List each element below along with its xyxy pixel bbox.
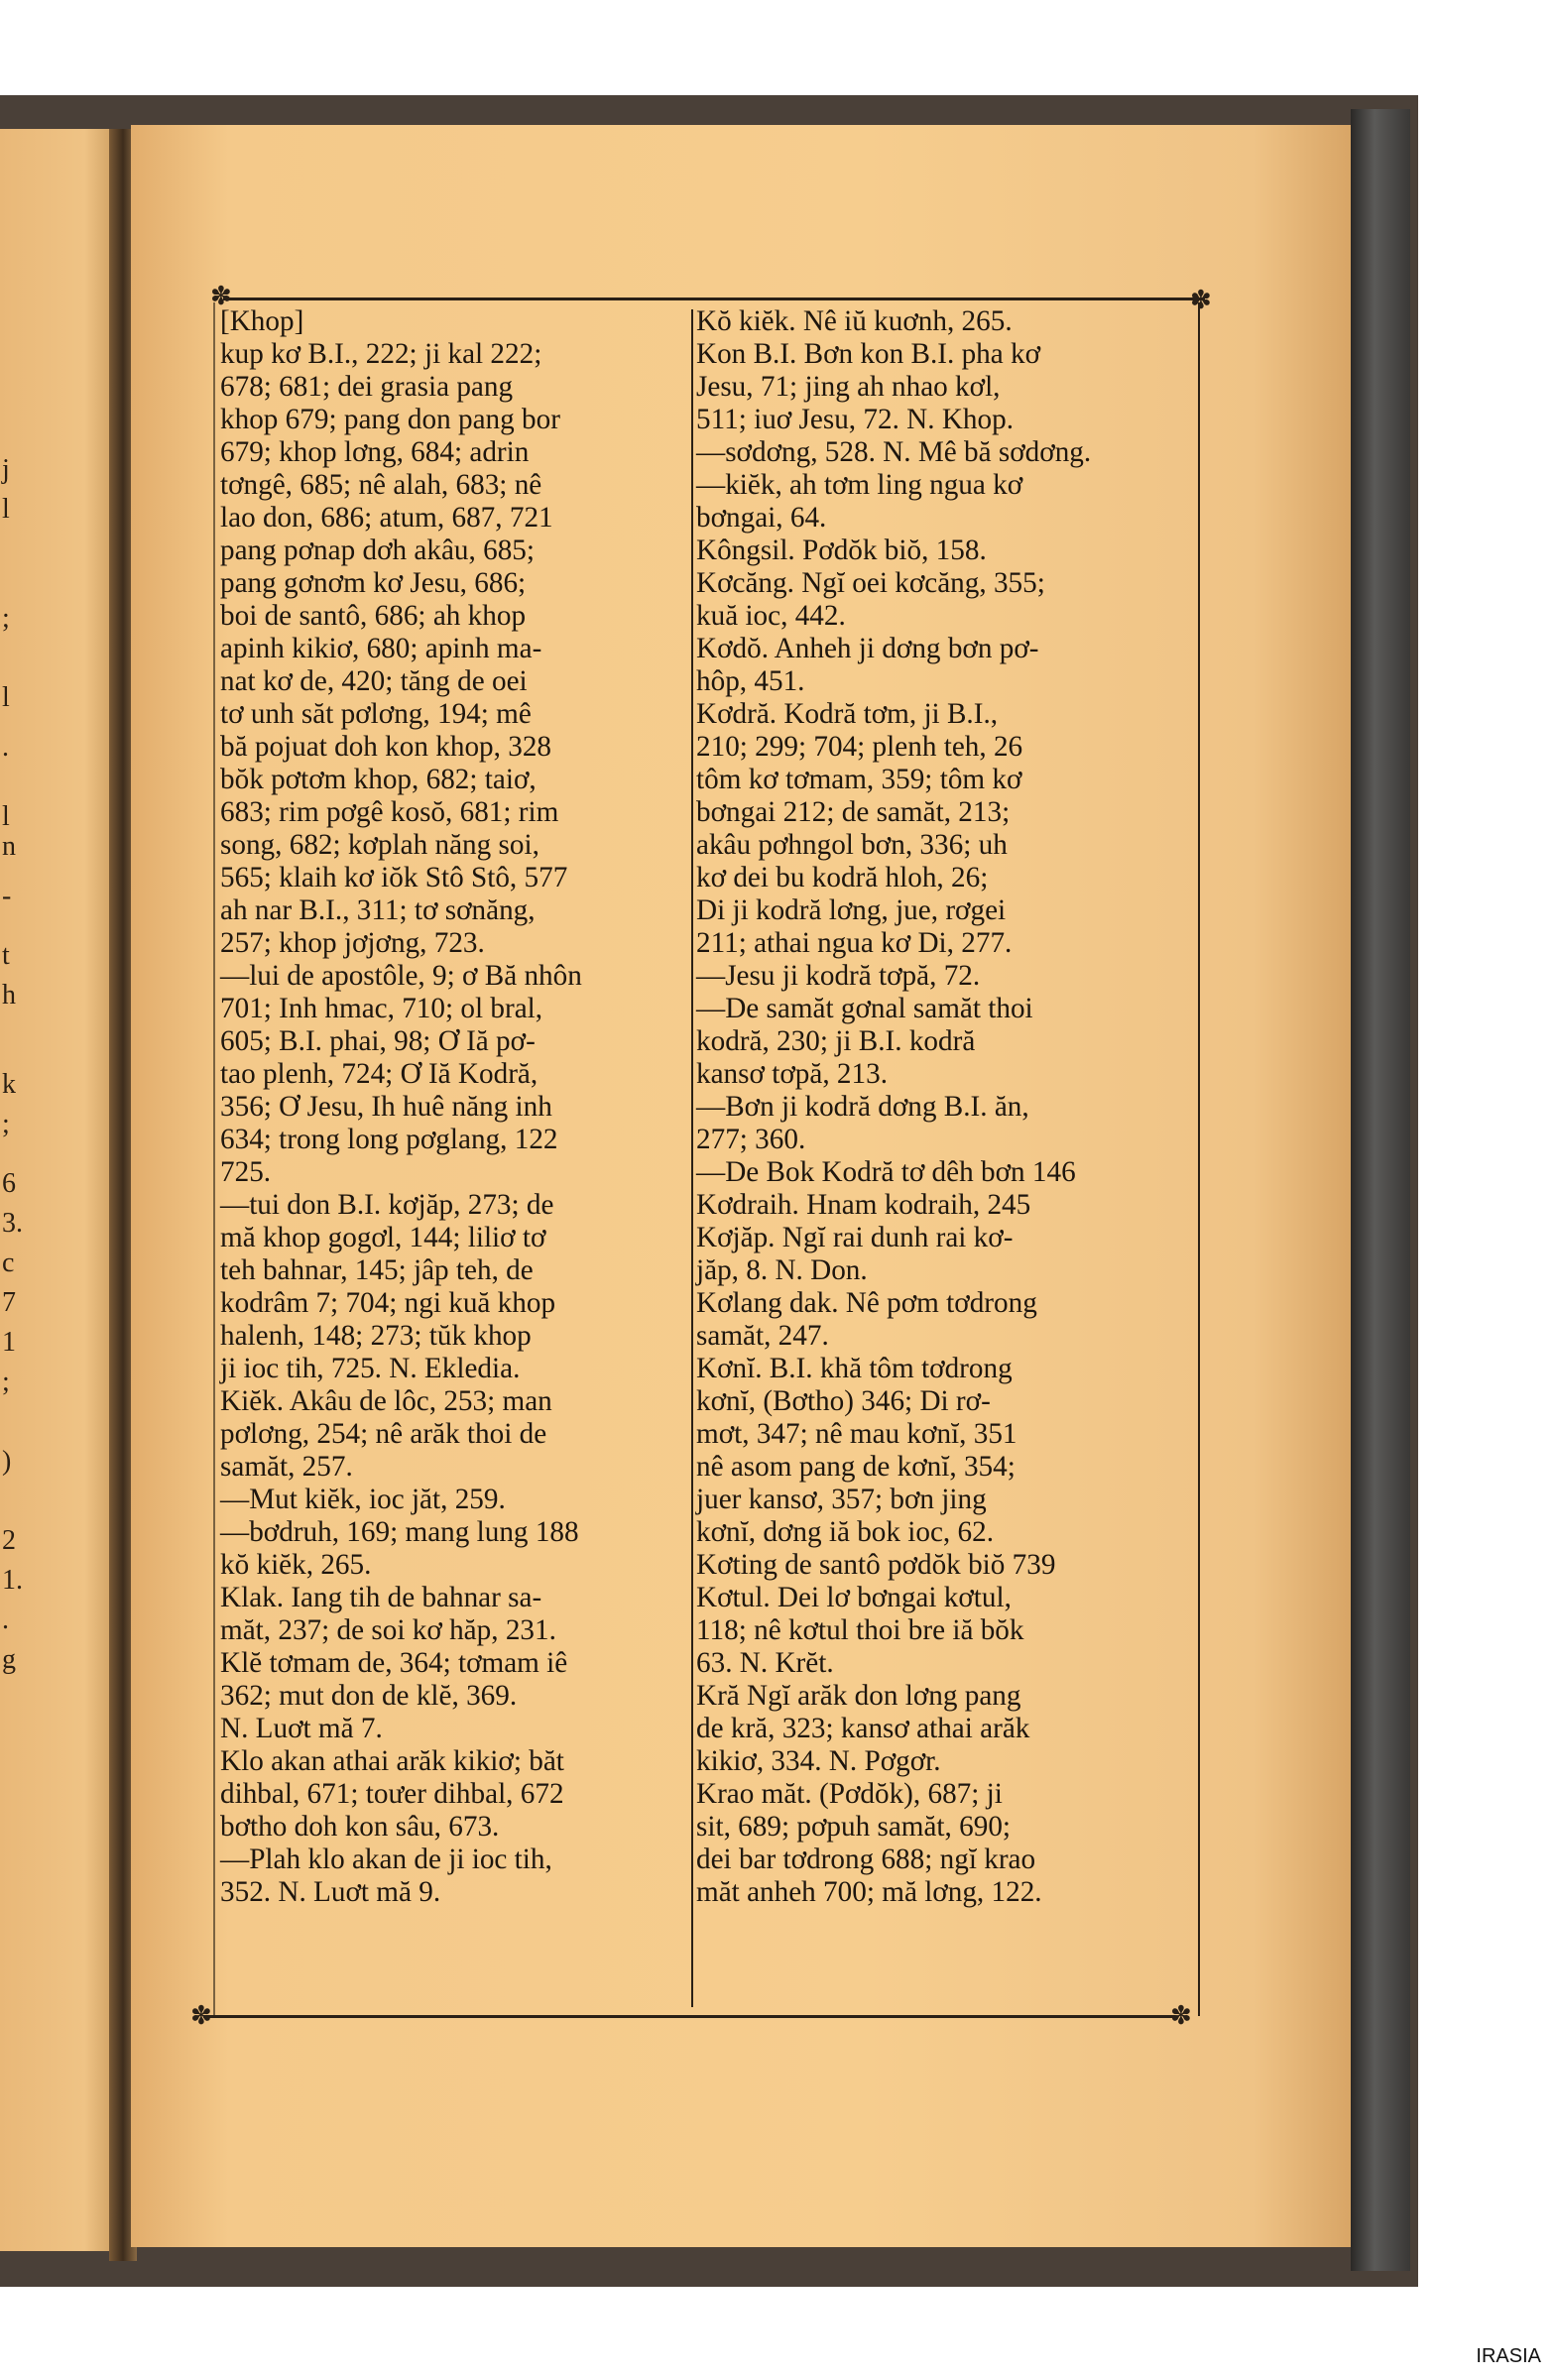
- text-line: 362; mut don de klĕ, 369.: [220, 1680, 518, 1712]
- text-line: lao don, 686; atum, 687, 721: [220, 502, 553, 534]
- left-page-fragment: l: [2, 682, 10, 713]
- text-line: Kiĕk. Akâu de lôc, 253; man: [220, 1385, 552, 1417]
- text-line: tơngê, 685; nê alah, 683; nê: [220, 469, 542, 501]
- text-line: kŏ kiĕk, 265.: [220, 1549, 372, 1581]
- text-line: kansơ tơpă, 213.: [696, 1058, 888, 1090]
- text-line: nat kơ de, 420; tăng de oei: [220, 665, 528, 697]
- left-rule: [213, 302, 215, 2016]
- text-line: ah nar B.I., 311; tơ sơnăng,: [220, 894, 536, 926]
- text-line: Kơdră. Kodră tơm, ji B.I.,: [696, 698, 999, 730]
- left-page: [0, 129, 121, 2251]
- text-line: samăt, 257.: [220, 1451, 353, 1483]
- text-line: kikiơ, 334. N. Pơgơr.: [696, 1745, 941, 1777]
- text-line: pơlơng, 254; nê arăk thoi de: [220, 1418, 547, 1450]
- text-line: ji ioc tih, 725. N. Ekledia.: [220, 1353, 521, 1384]
- text-line: Kŏ kiĕk. Nê iŭ kuơnh, 265.: [696, 305, 1013, 337]
- left-page-fragment: .: [2, 1605, 9, 1635]
- text-line: tao plenh, 724; Ơ Iă Kodră,: [220, 1058, 538, 1090]
- text-line: 63. N. Krĕt.: [696, 1647, 834, 1679]
- text-line: —Mut kiĕk, ioc jăt, 259.: [220, 1484, 506, 1515]
- text-line: —tui don B.I. kơjăp, 273; de: [220, 1189, 554, 1221]
- text-line: mă khop gogơl, 144; liliơ tơ: [220, 1222, 546, 1253]
- left-page-fragment: 6: [2, 1168, 16, 1199]
- text-line: —Plah klo akan de ji ioc tih,: [220, 1844, 552, 1875]
- left-page-fragment: l: [2, 494, 10, 525]
- left-page-fragment: k: [2, 1069, 16, 1100]
- text-line: Jesu, 71; jing ah nhao kơl,: [696, 371, 1001, 403]
- text-line: pang pơnap dơh akâu, 685;: [220, 535, 536, 566]
- text-line: Kơtul. Dei lơ bơngai kơtul,: [696, 1582, 1012, 1613]
- ornament-top-left: ✽: [210, 282, 232, 310]
- text-line: bơngai, 64.: [696, 502, 827, 534]
- left-page-fragment: 1.: [2, 1565, 23, 1596]
- text-line: kup kơ B.I., 222; ji kal 222;: [220, 338, 542, 370]
- text-line: Kôngsil. Pơdŏk biŏ, 158.: [696, 535, 987, 566]
- text-line: 210; 299; 704; plenh teh, 26: [696, 731, 1023, 763]
- text-line: sit, 689; pơpuh samăt, 690;: [696, 1811, 1012, 1843]
- text-line: Kơdŏ. Anheh ji dơng bơn pơ-: [696, 633, 1039, 664]
- text-line: akâu pơhngol bơn, 336; uh: [696, 829, 1008, 861]
- text-line: Kơdraih. Hnam kodraih, 245: [696, 1189, 1031, 1221]
- text-line: 118; nê kơtul thoi bre iă bŏk: [696, 1614, 1024, 1646]
- left-page-fragment: g: [2, 1644, 16, 1675]
- text-line: kơnĭ, dơng iă bok ioc, 62.: [696, 1516, 995, 1548]
- text-line: —bơdruh, 169; mang lung 188: [220, 1516, 579, 1548]
- text-line: Kơcăng. Ngĭ oei kơcăng, 355;: [696, 567, 1045, 599]
- text-line: —lui de apostôle, 9; ơ Bă nhôn: [220, 960, 582, 992]
- left-text-column: [220, 305, 686, 1909]
- left-page-fragment: n: [2, 831, 16, 862]
- text-line: măt anheh 700; mă lơng, 122.: [696, 1876, 1042, 1908]
- text-line: pang gơnơm kơ Jesu, 686;: [220, 567, 527, 599]
- text-line: —De samăt gơnal samăt thoi: [696, 993, 1033, 1024]
- left-page-fragment: t: [2, 940, 10, 971]
- text-line: samăt, 247.: [696, 1320, 829, 1352]
- text-line: Kơnĭ. B.I. khă tôm tơdrong: [696, 1353, 1013, 1384]
- book-cover-edge: [1351, 109, 1410, 2271]
- left-page-fragment: c: [2, 1248, 15, 1278]
- ornament-bottom-right: ✽: [1170, 2001, 1192, 2030]
- watermark: IRASIA: [1476, 2345, 1541, 2367]
- text-line: boi de santô, 686; ah khop: [220, 600, 527, 632]
- text-line: 211; athai ngua kơ Di, 277.: [696, 927, 1013, 959]
- text-line: song, 682; kơplah năng soi,: [220, 829, 539, 861]
- left-page-fragment: ;: [2, 1109, 10, 1139]
- text-line: 683; rim pơgê kosŏ, 681; rim: [220, 796, 559, 828]
- text-line: kơ dei bu kodră hloh, 26;: [696, 862, 989, 893]
- text-line: Kon B.I. Bơn kon B.I. pha kơ: [696, 338, 1041, 370]
- text-line: 356; Ơ Jesu, Ih huê năng inh: [220, 1091, 552, 1123]
- text-line: 725.: [220, 1156, 272, 1188]
- text-line: 701; Inh hmac, 710; ol bral,: [220, 993, 543, 1024]
- text-line: dei bar tơdrong 688; ngĭ krao: [696, 1844, 1036, 1875]
- text-line: jăp, 8. N. Don.: [696, 1254, 868, 1286]
- text-line: kodră, 230; ji B.I. kodră: [696, 1025, 976, 1057]
- text-line: dihbal, 671; toưer dihbal, 672: [220, 1778, 564, 1810]
- text-line: 257; khop jơjơng, 723.: [220, 927, 485, 959]
- text-line: —sơdơng, 528. N. Mê bă sơdơng.: [696, 436, 1092, 468]
- right-text-column: [696, 305, 1188, 1909]
- text-line: apinh kikiơ, 680; apinh ma-: [220, 633, 542, 664]
- text-line: 511; iuơ Jesu, 72. N. Khop.: [696, 404, 1015, 435]
- left-page-fragment: j: [2, 454, 10, 485]
- text-line: tôm kơ tơmam, 359; tôm kơ: [696, 764, 1022, 795]
- text-line: —De Bok Kodră tơ dêh bơn 146: [696, 1156, 1076, 1188]
- left-page-fragment: ;: [2, 603, 10, 634]
- text-line: bơngai 212; de samăt, 213;: [696, 796, 1011, 828]
- left-page-fragment: ;: [2, 1367, 10, 1397]
- text-line: hôp, 451.: [696, 665, 805, 697]
- right-rule: [1198, 302, 1200, 2016]
- left-page-fragment: ): [2, 1446, 12, 1477]
- left-page-fragment: h: [2, 980, 16, 1011]
- text-line: halenh, 148; 273; tŭk khop: [220, 1320, 532, 1352]
- left-page-fragment: -: [2, 881, 12, 911]
- text-line: Klak. Iang tih de bahnar sa-: [220, 1582, 542, 1613]
- text-line: —Jesu ji kodră tơpă, 72.: [696, 960, 981, 992]
- text-line: bơtho doh kon sâu, 673.: [220, 1811, 500, 1843]
- ornament-bottom-left: ✽: [190, 2001, 212, 2030]
- text-line: [Khop]: [220, 305, 304, 337]
- text-line: Krao măt. (Pơdŏk), 687; ji: [696, 1778, 1003, 1810]
- text-line: 679; khop lơng, 684; adrin: [220, 436, 530, 468]
- text-line: Klĕ tơmam de, 364; tơmam iê: [220, 1647, 568, 1679]
- text-line: kuă ioc, 442.: [696, 600, 846, 632]
- text-line: khop 679; pang don pang bor: [220, 404, 560, 435]
- text-line: măt, 237; de soi kơ hăp, 231.: [220, 1614, 556, 1646]
- text-line: Kră Ngĭ arăk don lơng pang: [696, 1680, 1021, 1712]
- text-line: mơt, 347; nê mau kơnĭ, 351: [696, 1418, 1017, 1450]
- text-line: 352. N. Luơt mă 9.: [220, 1876, 441, 1908]
- left-page-fragment: 2: [2, 1525, 16, 1556]
- column-divider: [691, 309, 693, 2007]
- bottom-rule: [203, 2015, 1175, 2018]
- ornament-top-right: ✽: [1190, 286, 1212, 314]
- left-page-fragment: 3.: [2, 1208, 23, 1239]
- text-line: de kră, 323; kansơ athai arăk: [696, 1713, 1030, 1744]
- left-page-fragment: 7: [2, 1287, 16, 1318]
- left-page-fragment: l: [2, 801, 10, 832]
- text-line: bŏk pơtơm khop, 682; taiơ,: [220, 764, 537, 795]
- left-page-fragment: .: [2, 732, 9, 763]
- text-line: Di ji kodră lơng, jue, rơgei: [696, 894, 1007, 926]
- text-line: 634; trong long pơglang, 122: [220, 1124, 558, 1155]
- top-rule: [223, 298, 1205, 300]
- text-line: Klo akan athai arăk kikiơ; băt: [220, 1745, 564, 1777]
- left-page-fragment: 1: [2, 1327, 16, 1358]
- text-line: 605; B.I. phai, 98; Ơ Iă pơ-: [220, 1025, 536, 1057]
- text-line: 277; 360.: [696, 1124, 806, 1155]
- text-line: —kiĕk, ah tơm ling ngua kơ: [696, 469, 1023, 501]
- text-line: kodrâm 7; 704; ngi kuă khop: [220, 1287, 556, 1319]
- text-line: Kơting de santô pơdŏk biŏ 739: [696, 1549, 1056, 1581]
- text-line: Kơlang dak. Nê pơm tơdrong: [696, 1287, 1037, 1319]
- text-line: tơ unh săt pơlơng, 194; mê: [220, 698, 532, 730]
- text-line: N. Luơt mă 7.: [220, 1713, 383, 1744]
- text-line: Kơjăp. Ngĭ rai dunh rai kơ-: [696, 1222, 1014, 1253]
- text-line: juer kansơ, 357; bơn jing: [696, 1484, 987, 1515]
- text-line: 678; 681; dei grasia pang: [220, 371, 514, 403]
- text-line: 565; klaih kơ iŏk Stô Stô, 577: [220, 862, 568, 893]
- text-line: —Bơn ji kodră dơng B.I. ăn,: [696, 1091, 1029, 1123]
- text-line: nê asom pang de kơnĭ, 354;: [696, 1451, 1016, 1483]
- text-line: teh bahnar, 145; jâp teh, de: [220, 1254, 534, 1286]
- text-line: kơnĭ, (Bơtho) 346; Di rơ-: [696, 1385, 991, 1417]
- text-line: bă pojuat doh kon khop, 328: [220, 731, 552, 763]
